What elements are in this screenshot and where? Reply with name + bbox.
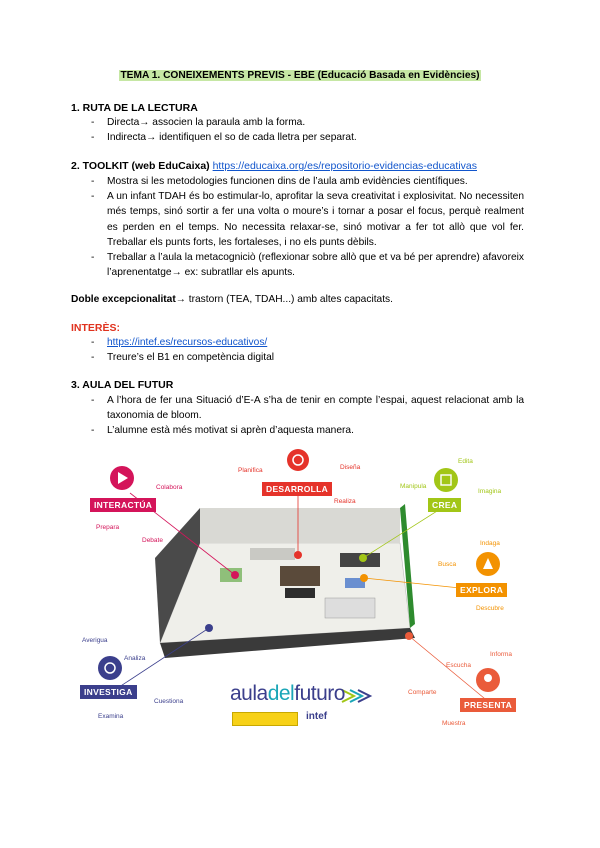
zone-interactua-label: INTERACTÚA	[90, 498, 156, 512]
verb-label: Manipula	[400, 483, 427, 490]
section-2-heading: 2. TOOLKIT (web EduCaixa) https://educaixa.org/es/repositorio-evidencias-educativas	[71, 160, 477, 172]
verb-label: Imagina	[478, 488, 502, 495]
zone-presenta-label: PRESENTA	[460, 698, 516, 712]
zone-explora-label: EXPLORA	[456, 583, 507, 597]
verb-label: Debate	[142, 537, 163, 544]
zone-desarrolla-label: DESARROLLA	[262, 482, 332, 496]
verb-label: Muestra	[442, 720, 466, 727]
section-3-heading: 3. AULA DEL FUTUR	[71, 379, 174, 391]
verb-label: Colabora	[156, 484, 183, 491]
verb-label: Analiza	[124, 655, 146, 662]
verb-label: Realiza	[334, 498, 356, 505]
document-page: TEMA 1. CONEIXEMENTS PREVIS - EBE (Educació Basada en Evidències) 1. RUTA DE LA LECTURA - Directa→ associen la paraula amb la forma. - Indirecta→ identifiquen el so de cada lletra per separat. 2. TOOLKIT (web EduCaixa) https://educaixa.org/es/repositorio-evidencias-educativas - Mostra si les metodologies funcionen dins de l’aula amb evidències científiques. - A un infant TDAH és bo estimular-lo, aprofitar la seva creativitat i explosivitat. No necessiten més temps, sinó sortir a fer una volta o moure’s i tornar a posar el focus, perquè realment es perden en el temps. No necessita relaxar-se, sinó motivar a fer tot allò que vol fer. Treballar els punts forts, les fortaleses, i no els punts dèbils. - Treballar a l’aula la metacogniciò (reflexionar sobre allò que et va bé per aprendre) afavoreix l’aprenentatge→ ex: subratllar els apunts. Doble excepcionalitat→ trastorn (TEA, TDAH...) amb altes capacitats. INTERÈS: - https://intef.es/recursos-educativos/ - Treure’s el B1 en competència digital 3. AULA DEL FUTUR - A l’hora de fer una Situació d’E-A s’ha de tenir en compte l’espai, aquest relacionat amb la taxonomia de bloom. - L’alumne està més motivat si aprèn d’aquesta manera. INTERACTÚA DESARROLLA CREA EXPLORA INVESTIGA PRESENTA Colabora Prepara Debate Planifica Diseña Realiza Edita Manipula Imagina Indaga Busca Descubre Averigua Analiza Cuestiona Examina Informa Escucha Comparte Muestra auladelfuturo intef	[0, 0, 600, 848]
verb-label: Escucha	[446, 662, 471, 669]
verb-label: Comparte	[408, 689, 437, 696]
verb-label: Diseña	[340, 464, 361, 471]
intef-logo: intef	[306, 711, 328, 722]
verb-label: Averigua	[82, 637, 108, 644]
verb-label: Informa	[490, 651, 513, 658]
verb-label: Prepara	[96, 524, 120, 531]
verb-label: Examina	[98, 713, 124, 720]
doble-excepcionalitat: Doble excepcionalitat→ trastorn (TEA, TDAH...) amb altes capacitats.	[71, 294, 393, 305]
interes-heading: INTERÈS:	[71, 322, 121, 334]
verb-label: Cuestiona	[154, 698, 184, 705]
verb-label: Busca	[438, 561, 457, 568]
verb-label: Edita	[458, 458, 473, 465]
verb-label: Planifica	[238, 467, 263, 474]
zone-crea-label: CREA	[428, 498, 461, 512]
aula-del-futuro-logo: auladelfuturo	[230, 682, 345, 705]
intef-link[interactable]: https://intef.es/recursos-educativos/	[107, 337, 268, 348]
government-logo	[232, 712, 298, 726]
zone-investiga-label: INVESTIGA	[80, 685, 137, 699]
page-title: TEMA 1. CONEIXEMENTS PREVIS - EBE (Educació Basada en Evidències)	[120, 70, 480, 81]
educaixa-link[interactable]: https://educaixa.org/es/repositorio-evidencias-educativas	[212, 160, 477, 172]
verb-label: Descubre	[476, 605, 504, 612]
aula-del-futuro-infographic	[70, 448, 530, 732]
section-1-heading: 1. RUTA DE LA LECTURA	[71, 102, 198, 114]
verb-label: Indaga	[480, 540, 500, 547]
